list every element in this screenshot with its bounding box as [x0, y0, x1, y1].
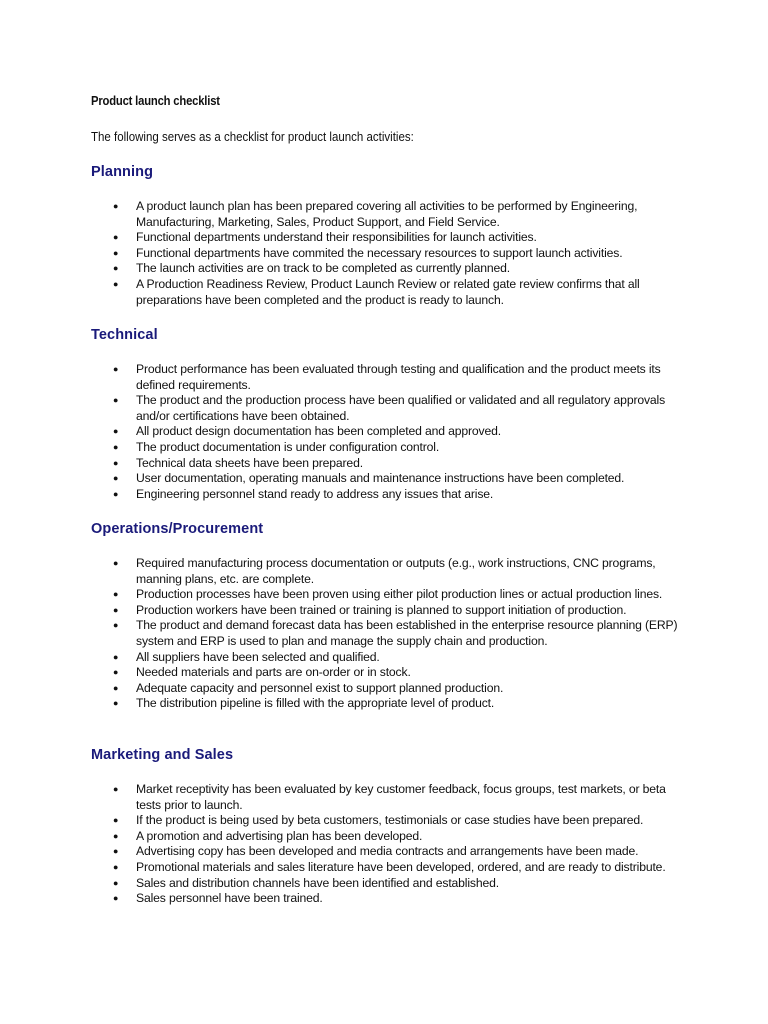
- list-item: [0, 487, 681, 503]
- list-item: [0, 829, 681, 845]
- bullet-icon: ●: [113, 784, 119, 794]
- section-heading: Operations/Procurement: [91, 521, 264, 537]
- bullet-icon: ●: [113, 201, 119, 211]
- bullet-icon: ●: [113, 426, 119, 437]
- bullet-icon: ●: [113, 604, 119, 615]
- section-heading: Marketing and Sales: [91, 747, 234, 763]
- list-item: [0, 891, 681, 907]
- list-item: [0, 230, 681, 246]
- bullet-icon: ●: [113, 667, 119, 678]
- bullet-icon: ●: [113, 278, 119, 289]
- item-text: Sales and distribution channels have been identified and established.: [136, 875, 499, 890]
- item-text: User documentation, operating manuals and maintenance instructions have been completed.: [136, 471, 625, 486]
- item-text: The product and the production process have been qualified or validated and all regulatory approvals and/or certifications have been obtained.: [136, 393, 666, 423]
- bullet-icon: ●: [113, 682, 119, 693]
- list-item: [0, 844, 681, 860]
- list-item: [0, 650, 681, 666]
- list-item: [0, 471, 681, 487]
- list-item: [0, 665, 681, 681]
- item-text: The product and demand forecast data has been established in the enterprise resource planning (ERP) system and ERP is used to plan and manage the supply chain and production.: [136, 618, 678, 648]
- bullet-icon: ●: [113, 457, 119, 468]
- list-item: [0, 199, 681, 230]
- bullet-icon: ●: [113, 698, 119, 709]
- list-item: [0, 696, 681, 712]
- item-text: Production processes have been proven using either pilot production lines or actual production lines.: [136, 587, 663, 602]
- item-text: Product performance has been evaluated through testing and qualification and the product meets its defined requirements.: [136, 362, 661, 392]
- list-item: [0, 681, 681, 697]
- list-item: [0, 362, 681, 393]
- item-text: Needed materials and parts are on-order or in stock.: [136, 665, 411, 680]
- checklist: [0, 362, 768, 502]
- section-heading: Technical: [91, 327, 158, 343]
- item-text: Promotional materials and sales literature have been developed, ordered, and are ready to distribute.: [136, 859, 666, 874]
- item-text: Engineering personnel stand ready to address any issues that arise.: [136, 486, 494, 501]
- list-item: [0, 277, 681, 308]
- item-text: Technical data sheets have been prepared.: [136, 455, 363, 470]
- item-text: Sales personnel have been trained.: [136, 891, 323, 906]
- item-text: Advertising copy has been developed and media contracts and arrangements have been made.: [136, 844, 639, 859]
- bullet-icon: ●: [113, 815, 119, 826]
- list-item: [0, 261, 681, 277]
- bullet-icon: ●: [113, 558, 119, 568]
- item-text: Market receptivity has been evaluated by key customer feedback, focus groups, test markets, or beta tests prior to launch.: [136, 782, 666, 812]
- checklist: [0, 199, 768, 308]
- item-text: The distribution pipeline is filled with the appropriate level of product.: [136, 696, 495, 711]
- item-text: If the product is being used by beta customers, testimonials or case studies have been prepared.: [136, 813, 644, 828]
- list-item: [0, 393, 681, 424]
- item-text: Functional departments have commited the necessary resources to support launch activities.: [136, 245, 623, 260]
- bullet-icon: ●: [113, 473, 119, 484]
- item-text: A product launch plan has been prepared covering all activities to be performed by Engineering, Manufacturing, Marketing, Sales, Product Support, and Field Service.: [136, 199, 638, 229]
- item-text: The launch activities are on track to be completed as currently planned.: [136, 261, 510, 276]
- list-item: [0, 813, 681, 829]
- item-text: Production workers have been trained or training is planned to support initiation of production.: [136, 602, 627, 617]
- list-item: [0, 603, 681, 619]
- section-heading: Planning: [91, 164, 154, 180]
- bullet-icon: ●: [113, 893, 119, 904]
- bullet-icon: ●: [113, 488, 119, 499]
- bullet-icon: ●: [113, 364, 119, 374]
- document-title: Product launch checklist: [91, 94, 220, 108]
- list-item: [0, 860, 681, 876]
- bullet-icon: ●: [113, 232, 119, 243]
- item-text: All suppliers have been selected and qualified.: [136, 649, 380, 664]
- bullet-icon: ●: [113, 861, 119, 872]
- intro-text: The following serves as a checklist for product launch activities:: [91, 130, 414, 144]
- item-text: A Production Readiness Review, Product Launch Review or related gate review confirms that all preparations have been completed and the product is ready to launch.: [136, 276, 640, 307]
- bullet-icon: ●: [113, 620, 119, 631]
- list-item: [0, 782, 681, 813]
- bullet-icon: ●: [113, 877, 119, 888]
- item-text: The product documentation is under configuration control.: [136, 439, 440, 454]
- item-text: All product design documentation has been completed and approved.: [136, 424, 501, 439]
- list-item: [0, 456, 681, 472]
- bullet-icon: ●: [113, 247, 119, 258]
- bullet-icon: ●: [113, 846, 119, 857]
- bullet-icon: ●: [113, 830, 119, 841]
- list-item: [0, 876, 681, 892]
- bullet-icon: ●: [113, 441, 119, 452]
- item-text: Required manufacturing process documentation or outputs (e.g., work instructions, CNC programs, manning plans, etc. are complete.: [136, 556, 656, 586]
- list-item: [0, 587, 681, 603]
- list-item: [0, 556, 681, 587]
- checklist: [0, 556, 768, 712]
- checklist: [0, 782, 768, 907]
- item-text: Adequate capacity and personnel exist to support planned production.: [136, 680, 504, 695]
- item-text: Functional departments understand their responsibilities for launch activities.: [136, 230, 537, 245]
- list-item: [0, 440, 681, 456]
- bullet-icon: ●: [113, 589, 119, 600]
- bullet-icon: ●: [113, 263, 119, 274]
- bullet-icon: ●: [113, 395, 119, 406]
- item-text: A promotion and advertising plan has been developed.: [136, 828, 423, 843]
- list-item: [0, 424, 681, 440]
- list-item: [0, 246, 681, 262]
- bullet-icon: ●: [113, 651, 119, 662]
- list-item: [0, 618, 681, 649]
